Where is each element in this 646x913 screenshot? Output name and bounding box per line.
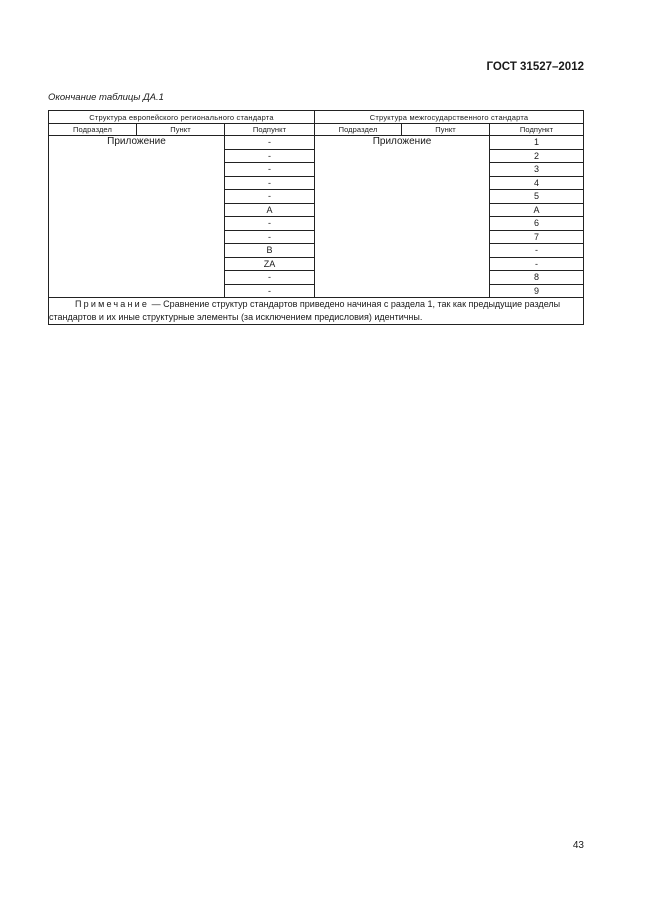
right-subclause-cell: 1 (490, 136, 584, 150)
table-note-row (49, 298, 584, 325)
left-subclause-cell: - (225, 217, 315, 231)
note-label: Примечание (75, 299, 150, 309)
column-header-left-subclause: Подпункт (225, 124, 315, 136)
right-subclause-cell: 4 (490, 176, 584, 190)
page-number: 43 (572, 840, 584, 851)
left-subclause-cell: - (225, 163, 315, 177)
left-subclause-cell: - (225, 284, 315, 298)
table-group-header-row (49, 111, 584, 124)
column-header-left-clause: Пункт (137, 124, 225, 136)
left-subclause-cell: ZA (225, 257, 315, 271)
right-subclause-cell: 7 (490, 230, 584, 244)
right-subclause-cell: 3 (490, 163, 584, 177)
left-subclause-cell: A (225, 203, 315, 217)
column-header-right-clause: Пункт (402, 124, 490, 136)
group-header-interstate: Структура межгосударственного стандарта (315, 111, 584, 124)
right-subclause-cell: 9 (490, 284, 584, 298)
right-subclause-cell: 6 (490, 217, 584, 231)
table-caption: Окончание таблицы ДА.1 (48, 92, 164, 103)
left-subclause-cell: - (225, 230, 315, 244)
left-subclause-cell: - (225, 190, 315, 204)
left-subclause-cell: - (225, 149, 315, 163)
right-subclause-cell: - (490, 244, 584, 258)
right-subclause-cell: 5 (490, 190, 584, 204)
column-header-right-subsection: Подраздел (315, 124, 402, 136)
table-note (49, 298, 584, 325)
right-subclause-cell: 8 (490, 271, 584, 285)
right-section-cell: Приложение (315, 136, 490, 298)
left-section-cell: Приложение (49, 136, 225, 298)
right-subclause-cell: A (490, 203, 584, 217)
note-text: — Сравнение структур стандартов приведено начиная с раздела 1, так как предыдущие разделы стандартов и их иные структурные элементы (за исключением предисловия) идентичны. (49, 299, 561, 322)
right-subclause-cell: - (490, 257, 584, 271)
left-subclause-cell: B (225, 244, 315, 258)
table-row (49, 136, 584, 150)
group-header-european: Структура европейского регионального стандарта (49, 111, 315, 124)
column-header-left-subsection: Подраздел (49, 124, 137, 136)
left-subclause-cell: - (225, 271, 315, 285)
table-column-header-row (49, 124, 584, 136)
left-subclause-cell: - (225, 136, 315, 150)
left-subclause-cell: - (225, 176, 315, 190)
structure-comparison-table (48, 110, 584, 325)
right-subclause-cell: 2 (490, 149, 584, 163)
column-header-right-subclause: Подпункт (490, 124, 584, 136)
document-code: ГОСТ 31527–2012 (486, 61, 584, 73)
